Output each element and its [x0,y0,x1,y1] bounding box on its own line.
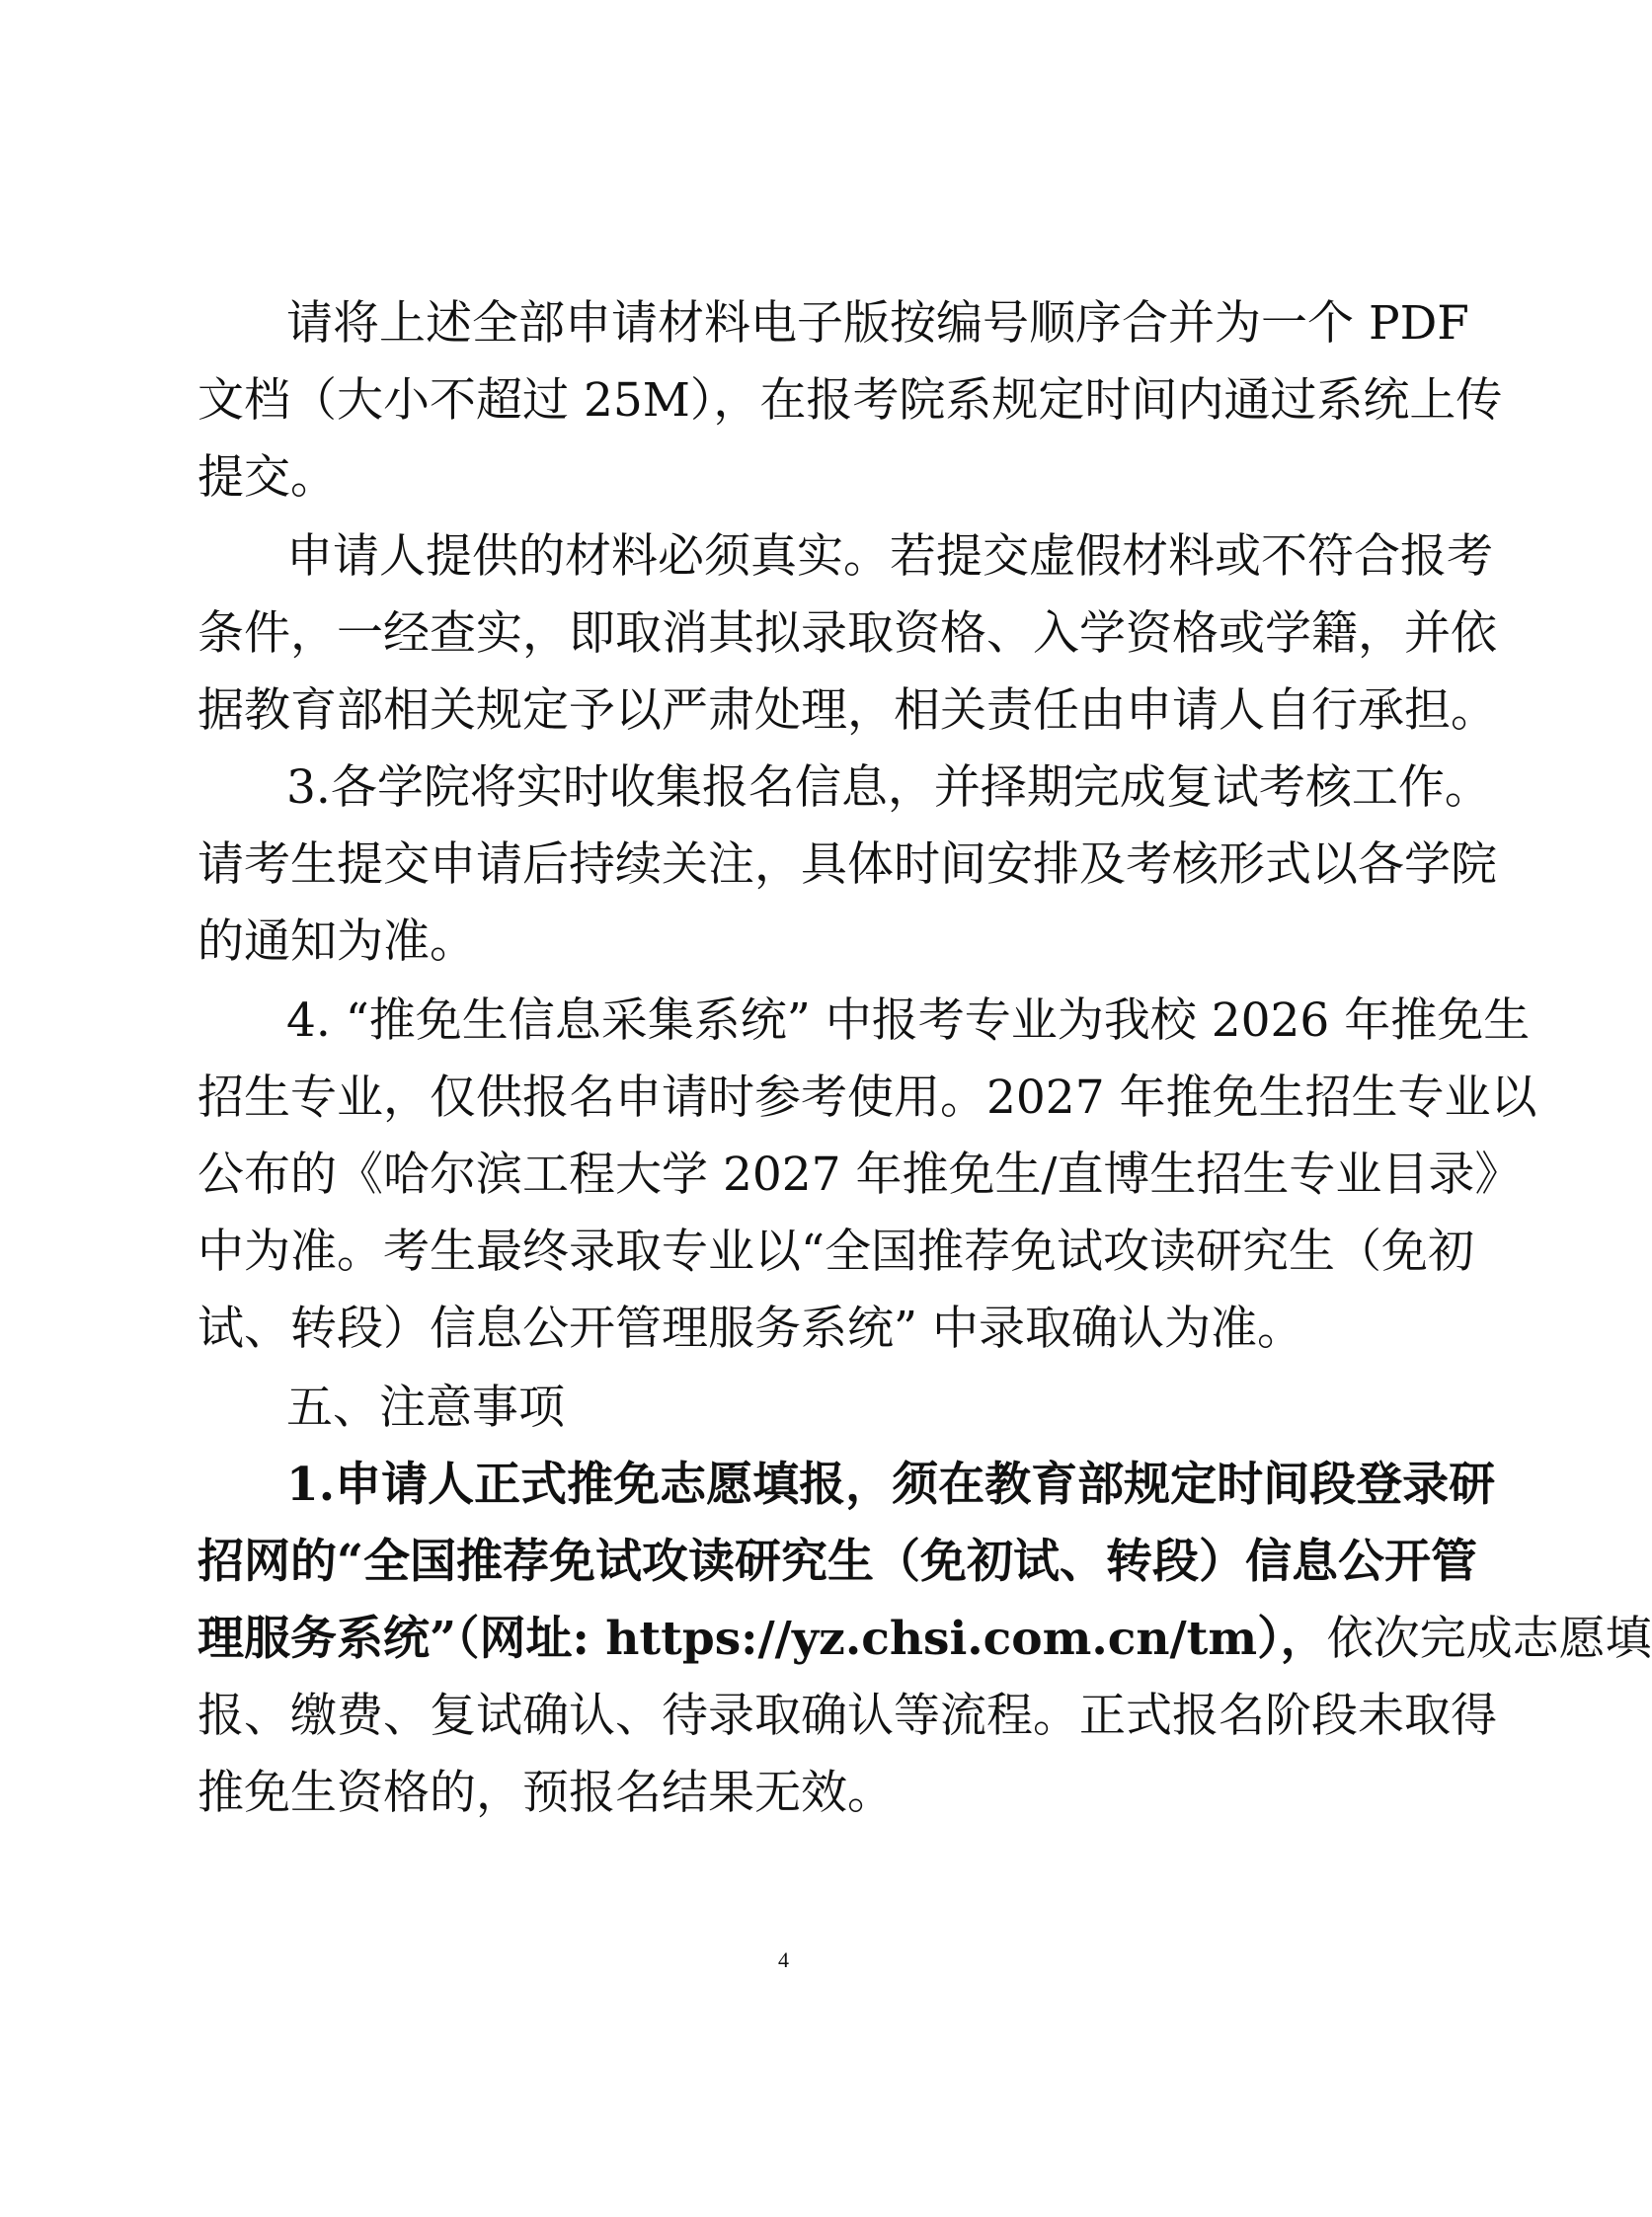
paragraph-line: 请将上述全部申请材料电子版按编号顺序合并为一个 PDF [286,296,1469,351]
paragraph-line: 的通知为准。 [197,914,476,969]
section-heading: 五、注意事项 [286,1381,565,1435]
paragraph-line: 申请人提供的材料必须真实。若提交虚假材料或不符合报考 [286,529,1493,584]
paragraph-line: 提交。 [197,450,337,505]
paragraph-line: 4. “推免生信息采集系统” 中报考专业为我校 2026 年推免生 [286,993,1531,1048]
paragraph-line: 招生专业，仅供报名申请时参考使用。2027 年推免生招生专业以 [197,1070,1537,1125]
paragraph-line: 试、转段）信息公开管理服务系统” 中录取确认为准。 [197,1302,1303,1356]
page-number: 4 [778,1947,789,1972]
paragraph-line: 招网的“全国推荐免试攻读研究生（免初试、转段）信息公开管 [197,1535,1478,1589]
paragraph-line: 推免生资格的，预报名结果无效。 [197,1766,894,1820]
bold-url-segment: 理服务系统”（网址: https://yz.chsi.com.cn/tm）， [197,1612,1327,1666]
paragraph-line: 报、缴费、复试确认、待录取确认等流程。正式报名阶段未取得 [197,1689,1497,1743]
paragraph-line: 1.申请人正式推免志愿填报，须在教育部规定时间段登录研 [286,1458,1496,1512]
paragraph-line: 3.各学院将实时收集报名信息，并择期完成复试考核工作。 [286,760,1491,815]
paragraph-line: 据教育部相关规定予以严肃处理，相关责任由申请人自行承担。 [197,683,1497,738]
paragraph-line: 中为准。考生最终录取专业以“全国推荐免试攻读研究生（免初 [197,1225,1475,1279]
paragraph-line [197,1610,1652,1669]
paragraph-line: 条件，一经查实，即取消其拟录取资格、入学资格或学籍，并依 [197,606,1497,661]
paragraph-line: 公布的《哈尔滨工程大学 2027 年推免生/直博生招生专业目录》 [197,1148,1522,1202]
paragraph-line: 文档（大小不超过 25M），在报考院系规定时间内通过系统上传 [197,373,1503,428]
paragraph-line: 请考生提交申请后持续关注，具体时间安排及考核形式以各学院 [197,837,1497,892]
normal-segment: 依次完成志愿填 [1326,1612,1652,1666]
